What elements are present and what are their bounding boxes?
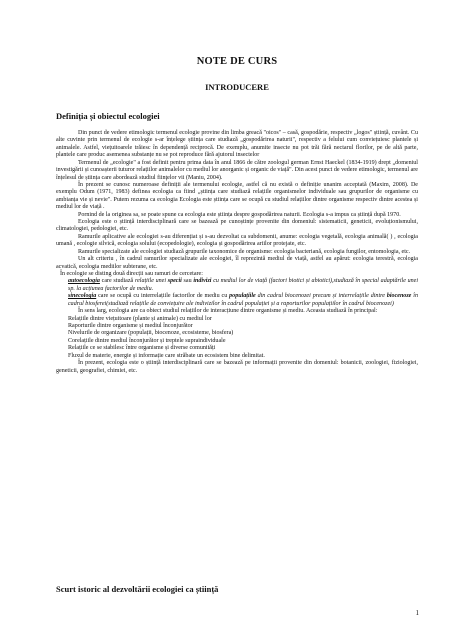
paragraph-definitions: În prezent se cunosc numeroase definiții ale termenului ecologie, astfel că nu există o definiție unanim acceptată (Maxim, 2008). De exemplu Odum (1971, 1983) definea ecologia ca fiind „știința care studiază relațiile organismelor individuale sau grupurilor de organisme cu ambianța vie și nevie". Putem rezuma ca ecologia Ecologia este știința care se ocupă cu studiul relațiilor dintre organisme respectiv dintre acestea și mediul lor de viață .	[56, 181, 418, 211]
term-sinecologia: sinecologia	[68, 293, 97, 300]
page-title: NOTE DE CURS	[196, 56, 278, 67]
list-item: Raporturile dintre organisme și mediul înconjurător	[68, 322, 193, 329]
section-heading-history: Scurt istoric al dezvoltării ecologiei ca știință	[56, 584, 219, 594]
list-item: Relațiile ce se stabilesc între organisme și diverse comunități	[68, 345, 216, 352]
paragraph-etymology: Din punct de vedere etimologic termenul ecologie provine din limba greacă "oicos" – casă, gospodărie, respectiv „logos" știință, cuvânt. Cu alte cuvinte prin termenul de ecologie s-ar înțelege știința care studiază „gospodărirea naturii", respectiv a felului cum conviețuiesc plantele și animalele. Astfel, viețuitoarele trăiesc în dependență reciprocă. De exemplu, anumite insecte nu pot trăi fără nectarul florilor, pe de altă parte, plantele care produc asemenea substanțe nu se pot reproduce fără ajutorul insectelor	[56, 130, 418, 159]
paragraph-environment-criterion: Un alt criteriu , în cadrul ramurilor specializate ale ecologiei, îl reprezintă mediul de viață, astfel au apărut: ecologia terestră, ecologia acvatică, ecologia mediilor subterane, etc.	[56, 256, 418, 270]
list-item: Nivelurile de organizare (populații, biocenoze, ecosisteme, biosfera)	[68, 330, 234, 337]
list-item: Relațiile dintre viețuitoare (plante și animale) cu mediul lor	[68, 315, 212, 322]
paragraph-specialized-branches: Ramurile specializate ale ecologiei studiază grupurile taxonomice de organisme: ecologia bacteriană, ecologia fungilor, entomologia, etc.	[78, 248, 411, 255]
paragraph-applied-branches: Ramurile aplicative ale ecologiei s-au diferențiat și s-au dezvoltat ca subdomenii, anume: ecologia vegetală, ecologia animală( ) , ecologia umană , ecologie silvică, ecologia solului (ecopedologie), ecologia și gospodărirea ariilor protejate, etc.	[56, 233, 418, 248]
paragraph-origin: Pornind de la originea sa, se poate spune ca ecologia este știința despre gospodărirea naturii. Ecologia s-a impus ca știință după 1970.	[78, 211, 401, 218]
section-heading-definition: Definiția și obiectul ecologiei	[56, 111, 160, 121]
page-subtitle: INTRODUCERE	[205, 82, 269, 92]
list-item-sinecologia: sinecologia care se ocupă cu interrelațiile factorilor de mediu cu populațiile din cadrul biocenozei precum și interrelațiile dintre biocenoze în cadrul biosferei(studiază relațiile de conviețuire ale indivizilor în cadrul populației și a raporturilor populațiilor în cadrul biocenozei)	[68, 293, 418, 307]
paragraph-haeckel: Termenul de „ecologie" a fost definit pentru prima data în anul 1866 de către zoologul german Ernst Haeckel (1834-1919) drept „domeniul investigării și cunoașterii tuturor relațiilor animalelor cu mediul lor anorganic și organic de viață". Din acest punct de vedere etimologic, termenul are înțelesul de știința care abordează studiul fiinţelor vii (Maniu, 2004).	[56, 159, 418, 181]
page-number: 1	[415, 609, 419, 617]
paragraph-research-directions: În ecologie se disting două direcții sau ramuri de cercetare:	[60, 271, 203, 278]
paragraph-object-of-study: În sens larg, ecologia are ca obiect studiul relațiilor de interacțiune dintre organisme și mediu. Aceasta studiază în principal:	[78, 308, 378, 315]
paragraph-present-day: În prezent, ecologia este o știință interdisciplinară care se bazează pe informații provenite din domeniul: botanicii, zoologiei, fiziologiei, geneticii, geografiei, chimiei, etc.	[56, 360, 418, 374]
list-item: Corelațiile dintre mediul înconjurător și treptele supraindividuale	[68, 337, 226, 344]
list-item-autoecologia: autoecologia care studiază relațiile unei specii sau indivizi cu mediul lor de viață (factori biotici și abiotici),studiază în special adaptările unei sp. la acțiunea factorilor de mediu.	[68, 278, 419, 292]
list-item: Fluxul de materie, energie și informație care străbate un ecosistem bine delimitat.	[68, 352, 265, 359]
paragraph-interdisciplinary: Ecologia este o știință interdisciplinară care se bazează pe cunoștințe provenite din domeniul: sistematicii, geneticii, evoluționismului, climatologiei, pedologiei, etc.	[56, 219, 418, 233]
document-body	[56, 130, 418, 375]
term-autoecologia: autoecologia	[68, 278, 100, 285]
